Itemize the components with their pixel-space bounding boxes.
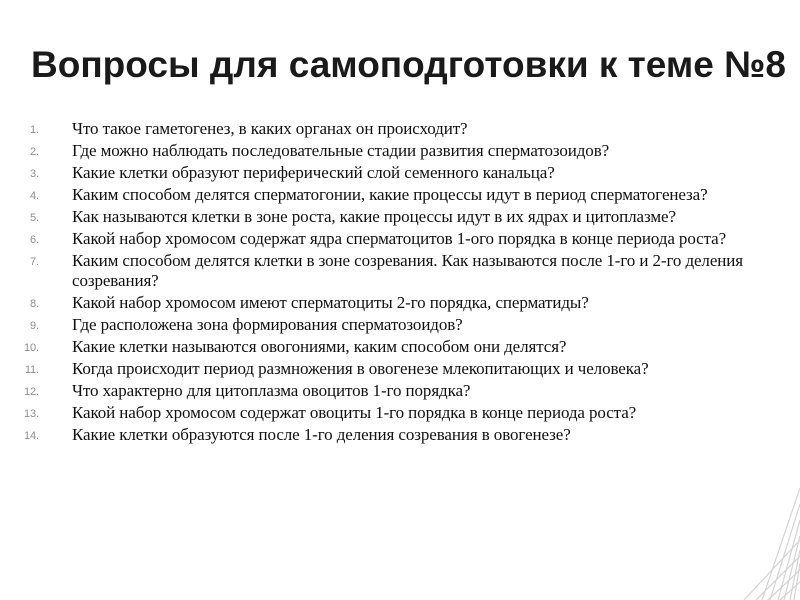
list-item-number: 13. bbox=[24, 408, 39, 420]
list-item-text: Где можно наблюдать последовательные стадии развития сперматозоидов? bbox=[72, 141, 610, 160]
list-item bbox=[0, 293, 792, 313]
list-item-number: 11. bbox=[24, 364, 39, 376]
slide-title: Вопросы для самоподготовки к теме №8 bbox=[31, 44, 786, 85]
list-item bbox=[0, 185, 792, 205]
list-item-text: Какие клетки образуют периферический слой семенного канальца? bbox=[72, 163, 555, 182]
list-item-number: 14. bbox=[24, 430, 39, 442]
list-item-number: 6. bbox=[30, 234, 39, 246]
list-item-text: Что такое гаметогенез, в каких органах он происходит? bbox=[72, 119, 468, 138]
list-item-number: 3. bbox=[30, 168, 39, 180]
list-item-number: 10. bbox=[24, 342, 39, 354]
question-list bbox=[0, 119, 792, 447]
list-item bbox=[0, 141, 792, 161]
list-item-text: Какой набор хромосом имеют сперматоциты 2-го порядка, сперматиды? bbox=[72, 293, 589, 312]
list-item-text: Каким способом делятся сперматогонии, какие процессы идут в период сперматогенеза? bbox=[72, 185, 708, 204]
list-item bbox=[0, 381, 792, 401]
list-item bbox=[0, 229, 792, 249]
list-item bbox=[0, 337, 792, 357]
list-item bbox=[0, 359, 792, 379]
list-item-text: Какой набор хромосом содержат овоциты 1-го порядка в конце периода роста? bbox=[72, 403, 637, 422]
list-item-text: Каким способом делятся клетки в зоне созревания. Как называются после 1-го и 2-го деления созревания? bbox=[72, 251, 743, 290]
list-item-number: 2. bbox=[30, 146, 39, 158]
corner-chevrons-icon bbox=[710, 470, 800, 600]
list-item-text: Что характерно для цитоплазма овоцитов 1-го порядка? bbox=[72, 381, 471, 400]
list-item bbox=[0, 425, 792, 445]
list-item bbox=[0, 315, 792, 335]
list-item-text: Когда происходит период размножения в овогенезе млекопитающих и человека? bbox=[72, 359, 649, 378]
list-item-text: Какие клетки образуются после 1-го деления созревания в овогенезе? bbox=[72, 425, 571, 444]
list-item bbox=[0, 163, 792, 183]
list-item bbox=[0, 251, 792, 291]
list-item bbox=[0, 207, 792, 227]
list-item-number: 8. bbox=[30, 298, 39, 310]
list-item bbox=[0, 403, 792, 423]
list-item-number: 5. bbox=[30, 212, 39, 224]
list-item bbox=[0, 119, 792, 139]
list-item-number: 12. bbox=[24, 386, 39, 398]
list-item-text: Как называются клетки в зоне роста, какие процессы идут в их ядрах и цитоплазме? bbox=[72, 207, 676, 226]
list-item-text: Где расположена зона формирования сперматозоидов? bbox=[72, 315, 463, 334]
list-item-number: 9. bbox=[30, 320, 39, 332]
list-item-number: 1. bbox=[30, 124, 39, 136]
list-item-number: 7. bbox=[30, 256, 39, 268]
list-item-number: 4. bbox=[30, 190, 39, 202]
list-item-text: Какой набор хромосом содержат ядра сперматоцитов 1-ого порядка в конце периода роста? bbox=[72, 229, 727, 248]
list-item-text: Какие клетки называются овогониями, каким способом они делятся? bbox=[72, 337, 567, 356]
